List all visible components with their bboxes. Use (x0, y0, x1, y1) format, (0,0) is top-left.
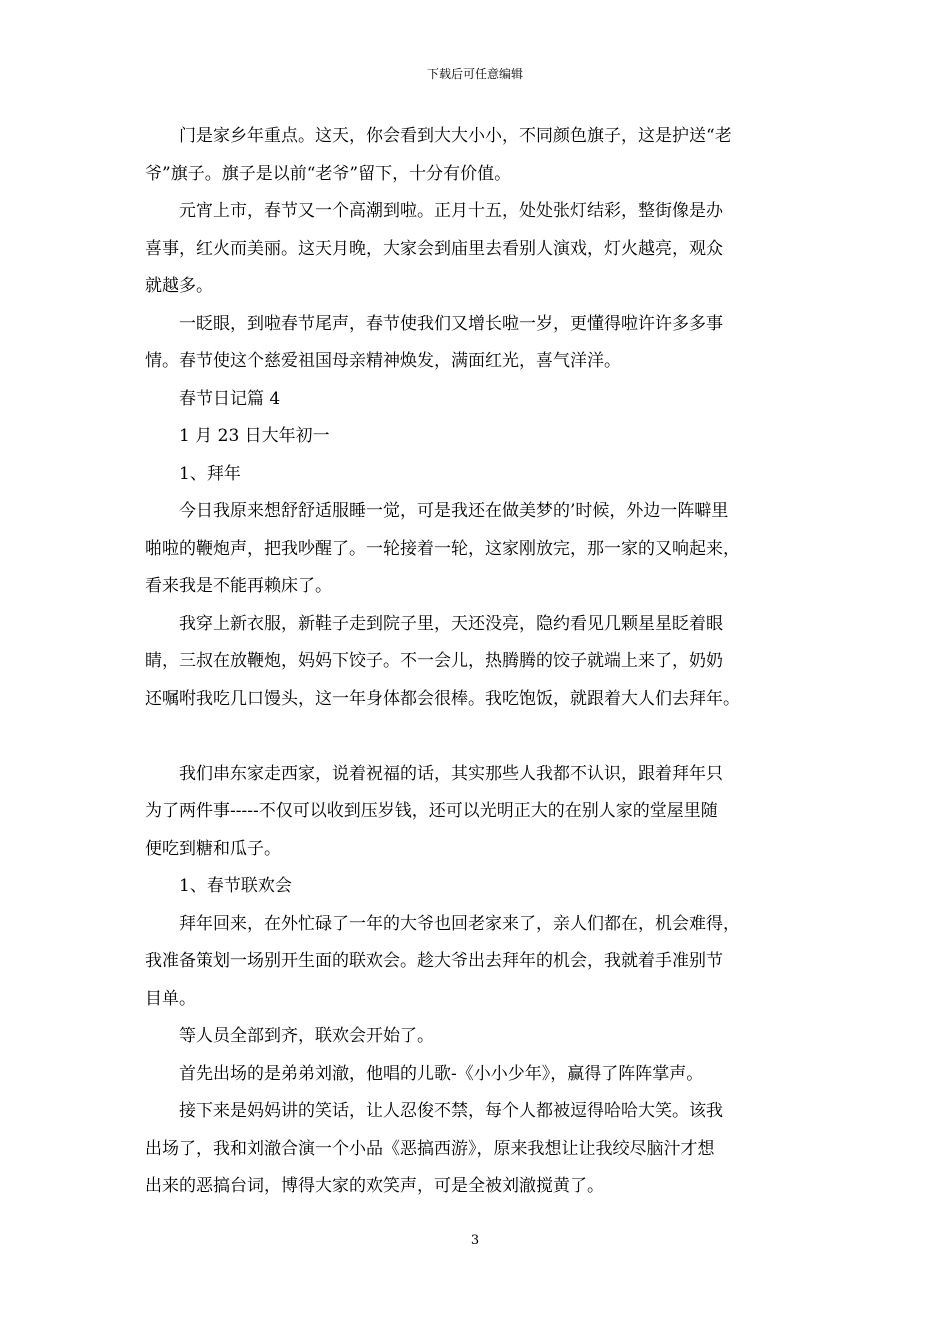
text-line: 情。春节使这个慈爱祖国母亲精神焕发，满面红光，喜气洋洋。 (145, 351, 621, 371)
text-line: 睛，三叔在放鞭炮，妈妈下饺子。不一会儿，热腾腾的饺子就端上来了，奶奶 (145, 651, 723, 671)
text-line: 1 月 23 日大年初一 (179, 426, 330, 446)
text-line: 门是家乡年重点。这天，你会看到大大小小，不同颜色旗子，这是护送“老 (179, 126, 732, 146)
text-line: 啪啦的鞭炮声，把我吵醒了。一轮接着一轮，这家刚放完，那一家的又响起来， (145, 538, 740, 559)
text-line: 1、拜年 (179, 463, 241, 484)
text-line: 出来的恶搞台词，博得大家的欢笑声，可是全被刘澈搅黄了。 (145, 1176, 604, 1196)
paragraph-10 (145, 1093, 805, 1206)
text-line: 今日我原来想舒舒适服睡一觉，可是我还在做美梦的’时候，外边一阵噼里 (179, 501, 729, 521)
page-header: 下载后可任意编辑 (426, 67, 523, 81)
date-line (145, 418, 805, 456)
subheading-lianhuanhui (145, 868, 805, 906)
text-line: 首先出场的是弟弟刘澈，他唱的儿歌-《小小少年》，赢得了阵阵掌声。 (179, 1063, 704, 1084)
paragraph-5 (145, 606, 805, 719)
section-title (145, 381, 805, 419)
document-body (145, 118, 805, 1206)
paragraph-9 (145, 1056, 805, 1094)
text-line: 我穿上新衣服，新鞋子走到院子里，天还没亮，隐约看见几颗星星眨着眼 (179, 613, 723, 634)
paragraph-7 (145, 906, 805, 1019)
text-line: 我们串东家走西家，说着祝福的话，其实那些人我都不认识，跟着拜年只 (179, 763, 723, 784)
text-line: 我准备策划一场别开生面的联欢会。趁大爷出去拜年的机会，我就着手准别节 (145, 951, 723, 971)
text-line: 出场了，我和刘澈合演一个小品《恶搞西游》，原来我想让让我绞尽脑汁才想 (145, 1138, 715, 1159)
text-line: 元宵上市，春节又一个高潮到啦。正月十五，处处张灯结彩，整街像是办 (179, 201, 723, 221)
page-number: 3 (470, 1233, 480, 1248)
paragraph-2 (145, 193, 805, 306)
text-line: 一眨眼，到啦春节尾声，春节使我们又增长啦一岁，更懂得啦许许多多事 (179, 313, 723, 334)
paragraph-8 (145, 1018, 805, 1056)
subheading-bainian (145, 456, 805, 494)
text-line: 目单。 (145, 988, 196, 1009)
text-line: 喜事，红火而美丽。这天月晚，大家会到庙里去看别人演戏，灯火越亮，观众 (145, 238, 723, 259)
text-line: 便吃到糖和瓜子。 (145, 838, 281, 859)
blank-line (145, 718, 805, 756)
text-line: 还嘱咐我吃几口馒头，这一年身体都会很棒。我吃饱饭，就跟着大人们去拜年。 (145, 688, 740, 709)
paragraph-1 (145, 118, 805, 193)
text-line: 爷”旗子。旗子是以前“老爷”留下，十分有价值。 (145, 163, 512, 184)
text-line: 春节日记篇 4 (179, 388, 281, 409)
text-line: 等人员全部到齐，联欢会开始了。 (179, 1026, 434, 1046)
text-line: 拜年回来，在外忙碌了一年的大爷也回老家来了，亲人们都在，机会难得， (179, 913, 740, 934)
paragraph-6 (145, 756, 805, 869)
text-line: 接下来是妈妈讲的笑话，让人忍俊不禁，每个人都被逗得哈哈大笑。该我 (179, 1101, 723, 1121)
paragraph-4 (145, 493, 805, 606)
text-line: 就越多。 (145, 276, 213, 296)
text-line: 看来我是不能再赖床了。 (145, 576, 332, 596)
text-line: 1、春节联欢会 (179, 876, 292, 896)
text-line: 为了两件事-----不仅可以收到压岁钱，还可以光明正大的在别人家的堂屋里随 (145, 801, 718, 821)
paragraph-3 (145, 306, 805, 381)
